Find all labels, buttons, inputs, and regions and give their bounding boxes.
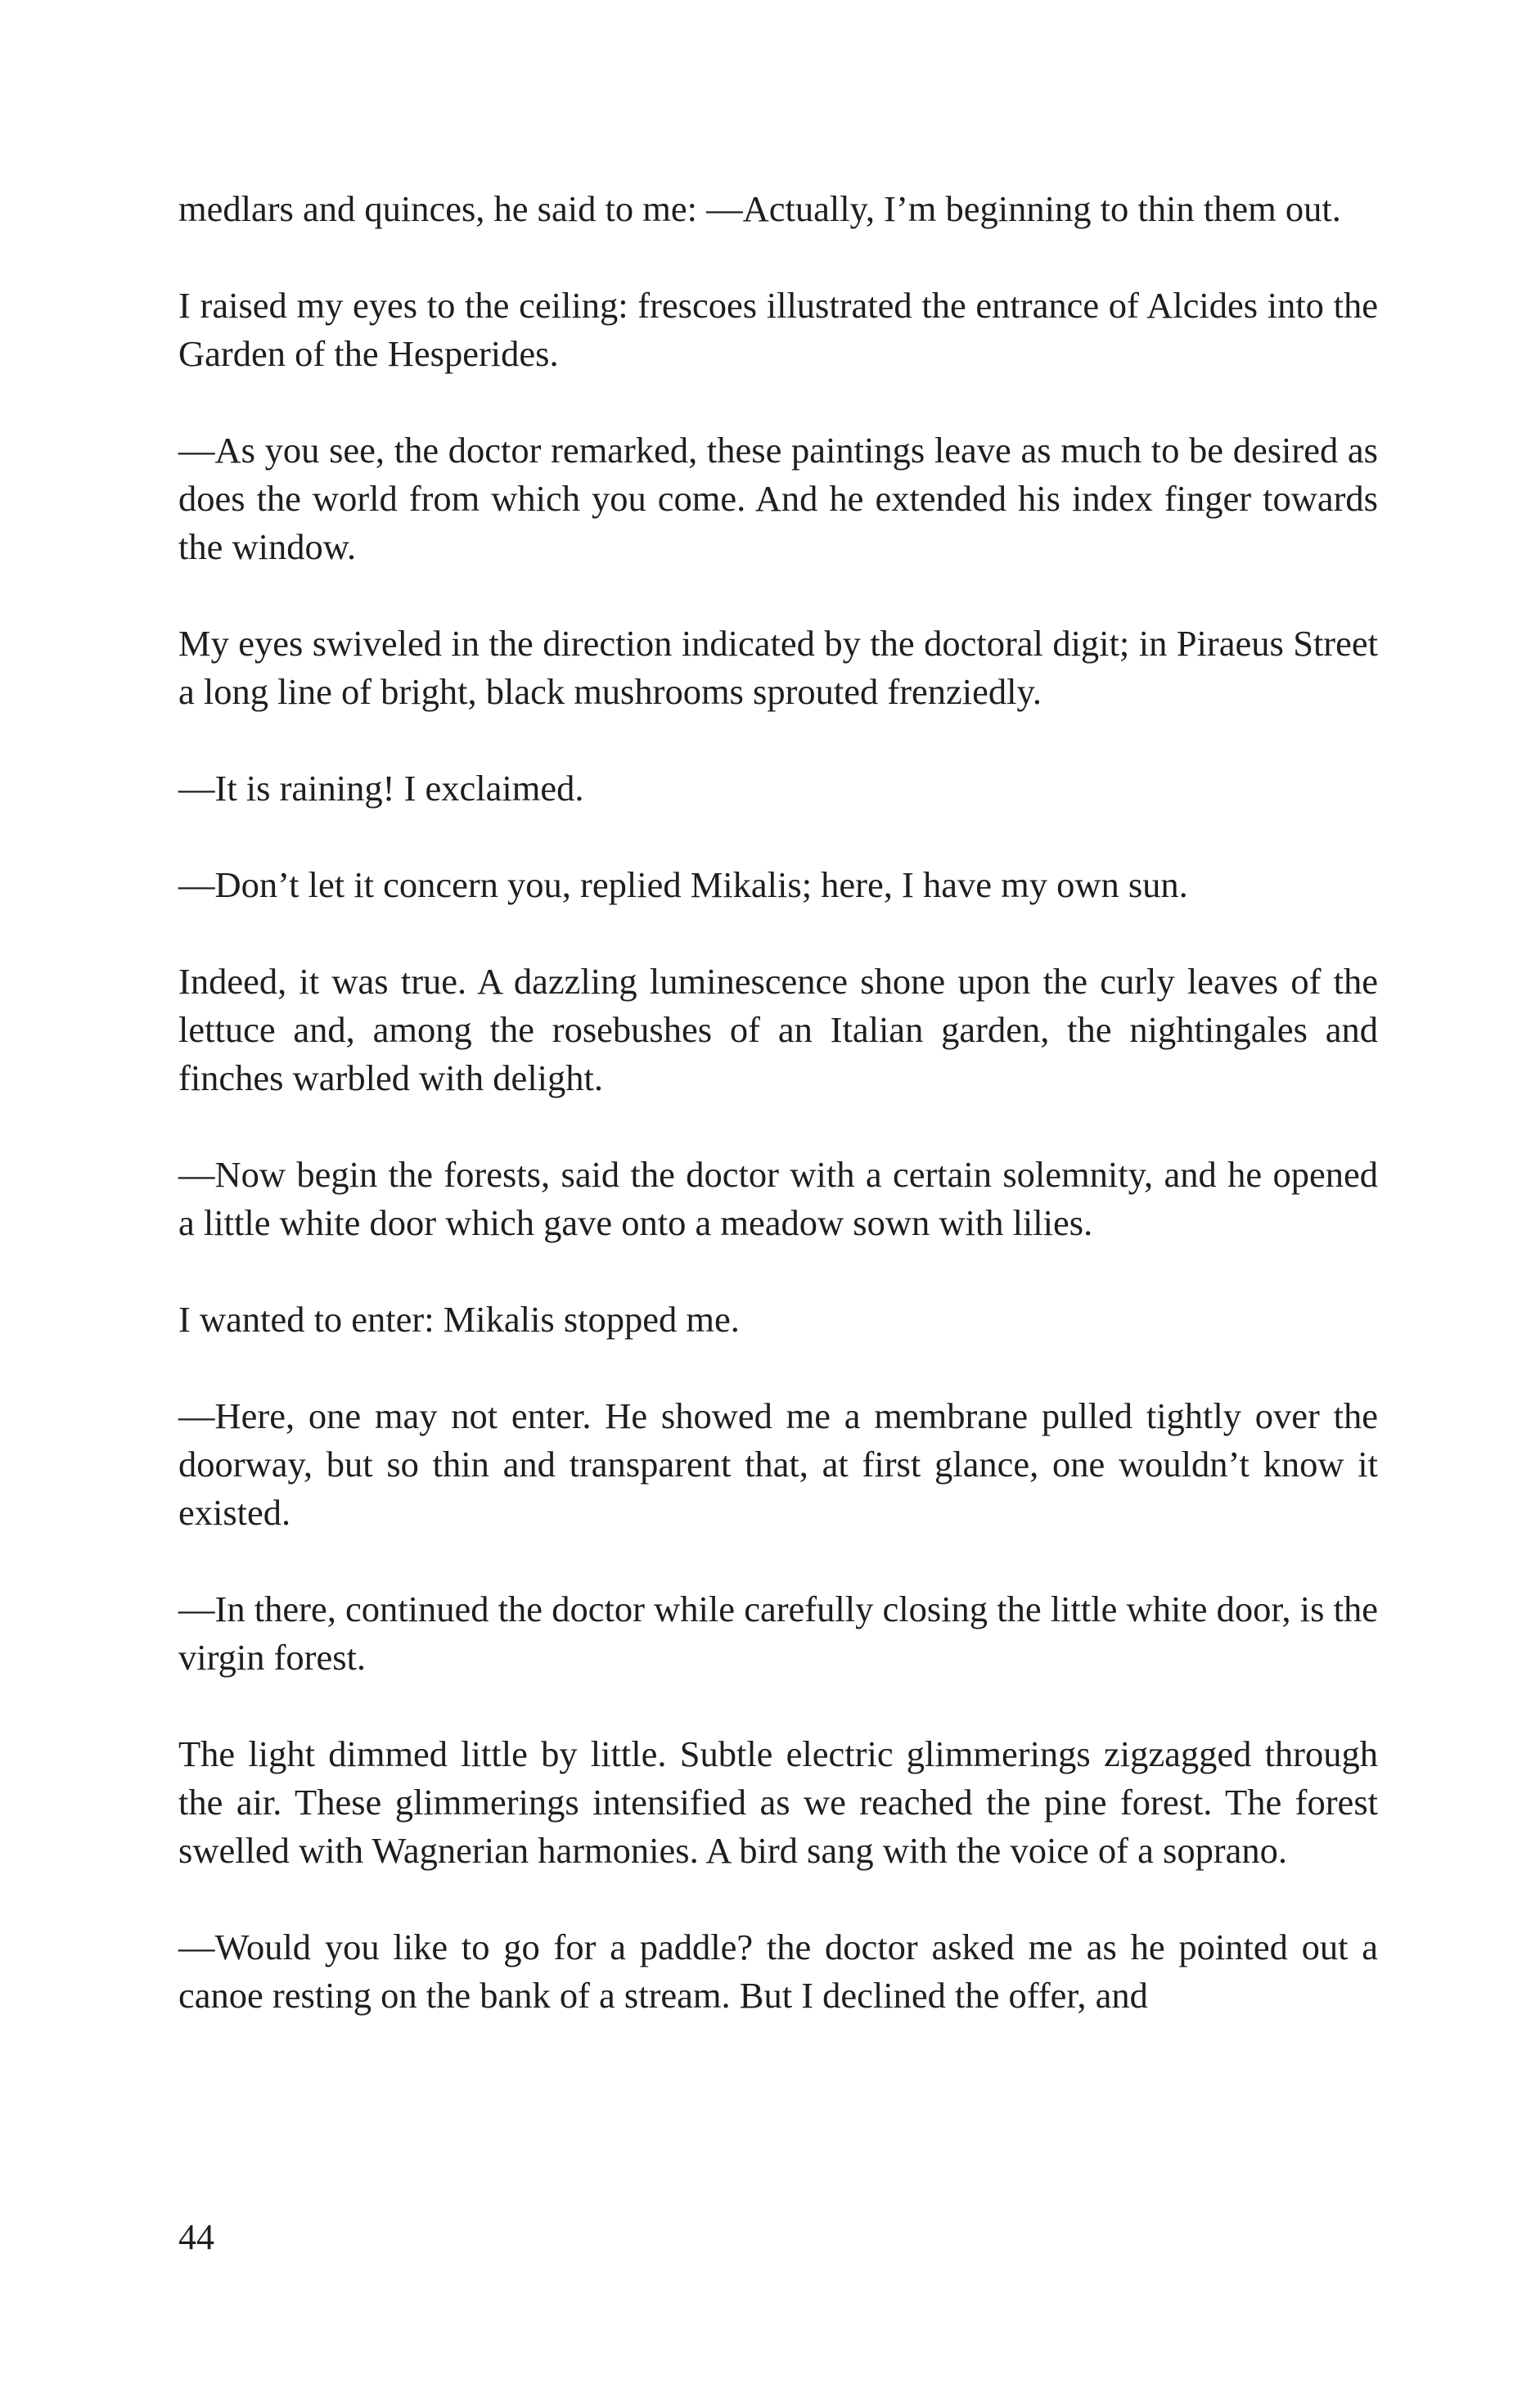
paragraph: —It is raining! I exclaimed. <box>178 768 584 809</box>
paragraph: —Here, one may not enter. He showed me a membrane pulled tightly over the doorway, but so thin and transparent that, at first glance, one wouldn’t know it existed. <box>178 1395 1378 1533</box>
paragraph: —In there, continued the doctor while carefully closing the little white door, is the virgin forest. <box>178 1589 1378 1678</box>
paragraph: —As you see, the doctor remarked, these paintings leave as much to be desired as does the world from which you come. And he extended his index finger towards the window. <box>178 430 1378 567</box>
paragraph: Indeed, it was true. A dazzling luminescence shone upon the curly leaves of the lettuce and, among the rosebushes of an Italian garden, the nightingales and finches warbled with delight. <box>178 961 1378 1098</box>
paragraph: medlars and quinces, he said to me: —Actually, I’m beginning to thin them out. <box>178 188 1341 229</box>
paragraph: My eyes swiveled in the direction indicated by the doctoral digit; in Piraeus Street a long line of bright, black mushrooms sprouted frenziedly. <box>178 623 1378 712</box>
body-text <box>178 185 1378 2020</box>
paragraph: —Would you like to go for a paddle? the doctor asked me as he pointed out a canoe resting on the bank of a stream. But I declined the offer, and <box>178 1927 1378 2016</box>
paragraph: —Don’t let it concern you, replied Mikalis; here, I have my own sun. <box>178 864 1188 905</box>
paragraph: I wanted to enter: Mikalis stopped me. <box>178 1299 740 1340</box>
paragraph: The light dimmed little by little. Subtle electric glimmerings zigzagged through the air. These glimmerings intensified as we reached the pine forest. The forest swelled with Wagnerian harmonies. A bird sang with the voice of a soprano. <box>178 1733 1378 1871</box>
paragraph: —Now begin the forests, said the doctor with a certain solemnity, and he opened a little white door which gave onto a meadow sown with lilies. <box>178 1154 1378 1243</box>
paragraph: I raised my eyes to the ceiling: frescoes illustrated the entrance of Alcides into the Garden of the Hesperides. <box>178 285 1378 374</box>
page-number: 44 <box>178 2217 214 2257</box>
